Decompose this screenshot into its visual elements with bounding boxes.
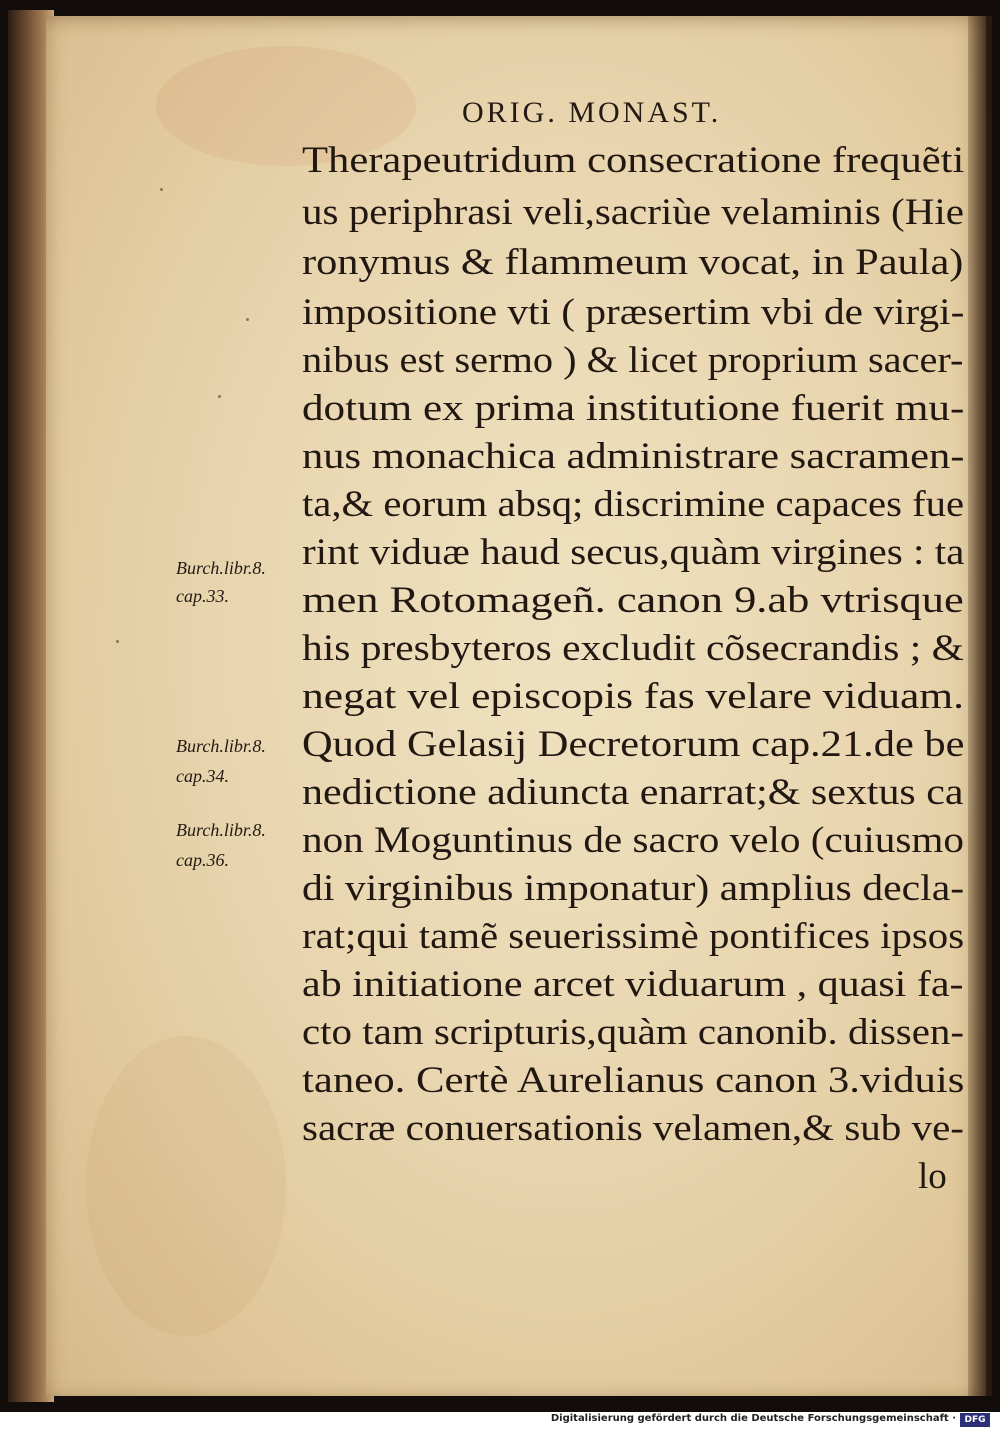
text-line: men Rotomageñ. canon 9.ab vtrisque (302, 580, 964, 621)
marginal-note-line: Burch.libr.8. (176, 558, 266, 578)
footer-bar (0, 1412, 1000, 1429)
text-line: negat vel episcopis fas velare viduam. (302, 676, 965, 717)
page-stain (86, 1036, 286, 1336)
dfg-logo: DFG (960, 1413, 990, 1427)
text-line: ta,& eorum absq; discrimine capaces fue (302, 484, 965, 525)
text-line: ab initiatione arcet viduarum , quasi fa- (302, 964, 964, 1005)
text-line: his presbyteros excludit cõsecrandis ; & (302, 628, 964, 669)
text-line: cto tam scripturis,quàm canonib. dissen- (302, 1012, 965, 1053)
footer-credit: Digitalisierung gefördert durch die Deutsche Forschungsgemeinschaft · (550, 1413, 956, 1424)
marginal-note-line: cap.36. (176, 850, 229, 870)
text-line: Quod Gelasij Decretorum cap.21.de be (302, 724, 965, 765)
text-line: nibus est sermo ) & licet proprium sacer- (302, 340, 964, 381)
ink-speck (246, 318, 249, 321)
text-line: rint viduæ haud secus,quàm virgines : ta (302, 532, 965, 573)
text-line: taneo. Certè Aurelianus canon 3.viduis (302, 1060, 965, 1101)
text-line: impositione vti ( præsertim vbi de virgi- (302, 292, 965, 333)
text-line: nus monachica administrare sacramen- (302, 436, 965, 477)
text-line: us periphrasi veli,sacriùe velaminis (Hie (302, 192, 964, 233)
text-line: rat;qui tamẽ seuerissimè pontifices ipsos (302, 916, 965, 957)
marginal-note-line: cap.34. (176, 766, 229, 786)
text-line: di virginibus imponatur) amplius decla- (302, 868, 965, 909)
ink-speck (116, 640, 119, 643)
marginal-note-line: Burch.libr.8. (176, 820, 266, 840)
text-line: non Moguntinus de sacro velo (cuiusmo (302, 820, 965, 861)
ink-speck (218, 395, 221, 398)
ink-speck (160, 188, 163, 191)
page-gutter-shadow (968, 16, 992, 1396)
text-line: Therapeutridum consecratione frequẽti (302, 140, 965, 181)
text-line: ronymus & flammeum vocat, in Paula) (302, 242, 964, 283)
marginal-note-line: cap.33. (176, 586, 229, 606)
running-head: ORIG. MONAST. (462, 96, 722, 129)
text-line: sacræ conuersationis velamen,& sub ve- (302, 1108, 964, 1149)
catchword: lo (918, 1156, 947, 1197)
marginal-note-line: Burch.libr.8. (176, 736, 266, 756)
text-line: nedictione adiuncta enarrat;& sextus ca (302, 772, 964, 813)
text-line: dotum ex prima institutione fuerit mu- (302, 388, 965, 429)
